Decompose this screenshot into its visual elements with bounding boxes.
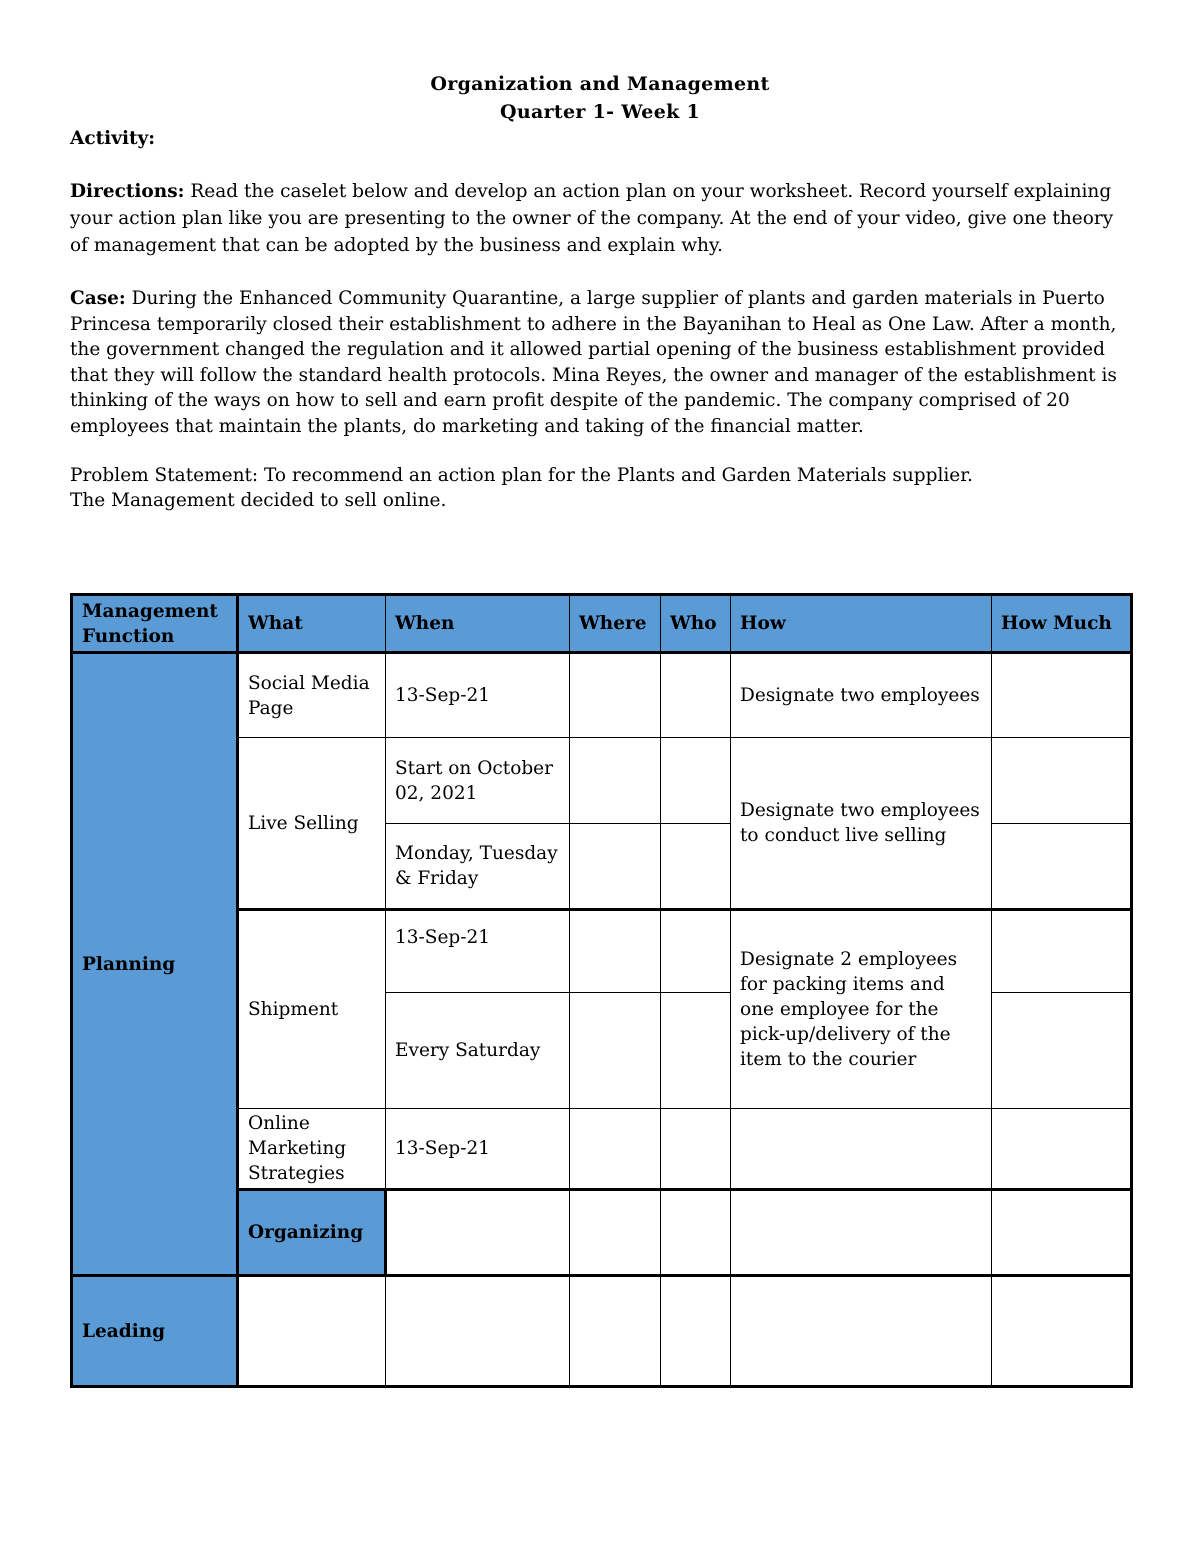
cell-how-much-shipment-2 [992, 993, 1132, 1109]
document-title: Organization and Management [430, 73, 770, 95]
cell-how-social-media: Designate two employees [731, 653, 992, 738]
header-who: Who [661, 595, 731, 653]
cell-how-much-social-media [992, 653, 1132, 738]
cell-where-leading [570, 1276, 661, 1387]
cell-who-social-media [661, 653, 731, 738]
header-where: Where [570, 595, 661, 653]
cell-who-organizing [731, 1190, 992, 1276]
table-row [72, 653, 1132, 738]
header-how-much: How Much [992, 595, 1132, 653]
problem-statement-line-2: The Management decided to sell online. [70, 489, 447, 511]
cell-where-shipment-1 [570, 910, 661, 993]
cell-how-much-live-selling-2 [992, 824, 1132, 910]
cell-when-shipment-2: Every Saturday [386, 993, 570, 1109]
cell-how-online-marketing [731, 1109, 992, 1190]
cell-what-shipment: Shipment [238, 910, 386, 1109]
cell-how-organizing [992, 1190, 1132, 1276]
problem-statement-line-1: Problem Statement: To recommend an action plan for the Plants and Garden Materials supplier. [70, 465, 973, 486]
cell-what-online-marketing: Online Marketing Strategies [238, 1109, 386, 1190]
header-how: How [731, 595, 992, 653]
directions-label: Directions: [70, 181, 185, 202]
cell-how-shipment: Designate 2 employees for packing items and one employee for the pick-up/delivery of the item to the courier [731, 910, 992, 1109]
cell-how-much-leading [992, 1276, 1132, 1387]
cell-how-much-live-selling-1 [992, 738, 1132, 824]
cell-when-live-selling-2: Monday, Tuesday & Friday [386, 824, 570, 910]
cell-where-social-media [570, 653, 661, 738]
cell-how-live-selling: Designate two employees to conduct live selling [731, 738, 992, 910]
cell-when-online-marketing: 13-Sep-21 [386, 1109, 570, 1190]
cell-who-live-selling-2 [661, 824, 731, 910]
activity-label: Activity: [70, 128, 156, 149]
function-planning: Planning [72, 653, 238, 1276]
directions-paragraph [70, 178, 1130, 259]
cell-what-organizing [386, 1190, 570, 1276]
action-plan-table [70, 593, 1133, 1388]
problem-statement [70, 464, 1130, 513]
header-management-function: Management Function [72, 595, 238, 653]
cell-how-leading [731, 1276, 992, 1387]
document-subtitle: Quarter 1- Week 1 [500, 101, 700, 123]
directions-text: Read the caselet below and develop an action plan on your worksheet. Record yourself explaining your action plan like you are presenting to the owner of the company. At the end of your video, give one theory of management that can be adopted by the business and explain why. [70, 181, 1114, 256]
cell-how-much-shipment-1 [992, 910, 1132, 993]
cell-where-live-selling-1 [570, 738, 661, 824]
cell-when-live-selling-1: Start on October 02, 2021 [386, 738, 570, 824]
cell-how-much-online-marketing [992, 1109, 1132, 1190]
cell-what-live-selling: Live Selling [238, 738, 386, 910]
function-leading: Leading [72, 1276, 238, 1387]
cell-where-online-marketing [570, 1109, 661, 1190]
cell-where-live-selling-2 [570, 824, 661, 910]
header-when: When [386, 595, 570, 653]
table-header-row [72, 595, 1132, 653]
cell-when-social-media: 13-Sep-21 [386, 653, 570, 738]
case-label: Case: [70, 288, 126, 309]
cell-who-leading [661, 1276, 731, 1387]
cell-who-live-selling-1 [661, 738, 731, 824]
cell-who-online-marketing [661, 1109, 731, 1190]
cell-what-leading [238, 1276, 386, 1387]
document-page [70, 70, 1130, 513]
cell-where-organizing [661, 1190, 731, 1276]
cell-when-shipment-1: 13-Sep-21 [386, 910, 570, 993]
function-organizing: Organizing [238, 1190, 386, 1276]
table-row [72, 1276, 1132, 1387]
cell-who-shipment-2 [661, 993, 731, 1109]
cell-who-shipment-1 [661, 910, 731, 993]
cell-where-shipment-2 [570, 993, 661, 1109]
case-text: During the Enhanced Community Quarantine, a large supplier of plants and garden materials in Puerto Princesa temporarily closed their establishment to adhere in the Bayanihan to Heal as One Law. After a month, the government changed the regulation and it allowed partial opening of the business establishment provided that they will follow the standard health protocols. Mina Reyes, the owner and manager of the establishment is thinking of the ways on how to sell and earn profit despite of the pandemic. The company comprised of 20 employees that maintain the plants, do marketing and taking of the financial matter. [70, 288, 1117, 437]
header-what: What [238, 595, 386, 653]
cell-what-social-media: Social Media Page [238, 653, 386, 738]
cell-when-leading [386, 1276, 570, 1387]
cell-when-organizing [570, 1190, 661, 1276]
case-paragraph [70, 286, 1130, 439]
